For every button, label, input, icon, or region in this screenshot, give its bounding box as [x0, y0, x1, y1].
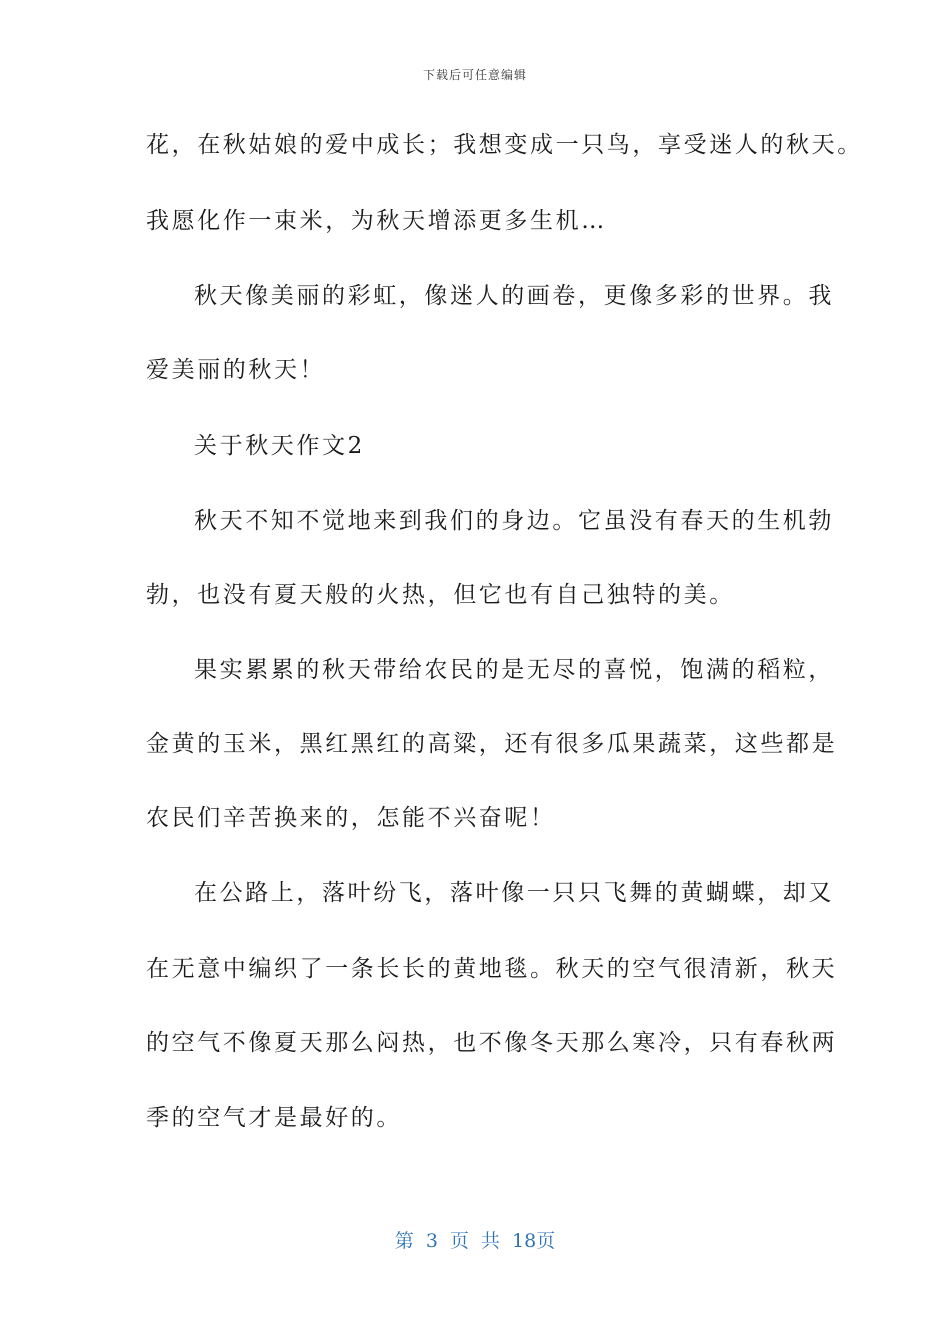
paragraph-start-line: 果实累累的秋天带给农民的是无尽的喜悦，饱满的稻粒， — [194, 657, 834, 683]
text-line: 花，在秋姑娘的爱中成长；我想变成一只鸟，享受迷人的秋天。 — [146, 132, 863, 158]
text-line: 的空气不像夏天那么闷热，也不像冬天那么寒冷，只有春秋两 — [146, 1030, 838, 1056]
text-line: 勃，也没有夏天般的火热，但它也有自己独特的美。 — [146, 582, 735, 608]
text-line: 农民们辛苦换来的，怎能不兴奋呢！ — [146, 805, 556, 831]
paragraph-start-line: 秋天不知不觉地来到我们的身边。它虽没有春天的生机勃 — [194, 508, 834, 534]
section-heading: 关于秋天作文2 — [194, 433, 365, 459]
paragraph-start-line: 在公路上，落叶纷飞，落叶像一只只飞舞的黄蝴蝶，却又 — [194, 880, 834, 906]
page-number-footer: 第 3 页 共 18页 — [394, 1230, 556, 1252]
text-line: 爱美丽的秋天！ — [146, 357, 326, 383]
text-line: 在无意中编织了一条长长的黄地毯。秋天的空气很清新，秋天 — [146, 956, 838, 982]
text-line: 我愿化作一束米，为秋天增添更多生机… — [146, 208, 607, 234]
text-line: 季的空气才是最好的。 — [146, 1105, 402, 1131]
text-line: 金黄的玉米，黑红黑红的高粱，还有很多瓜果蔬菜，这些都是 — [146, 731, 838, 757]
page-header: 下载后可任意编辑 — [422, 68, 527, 82]
paragraph-start-line: 秋天像美丽的彩虹，像迷人的画卷，更像多彩的世界。我 — [194, 283, 834, 309]
